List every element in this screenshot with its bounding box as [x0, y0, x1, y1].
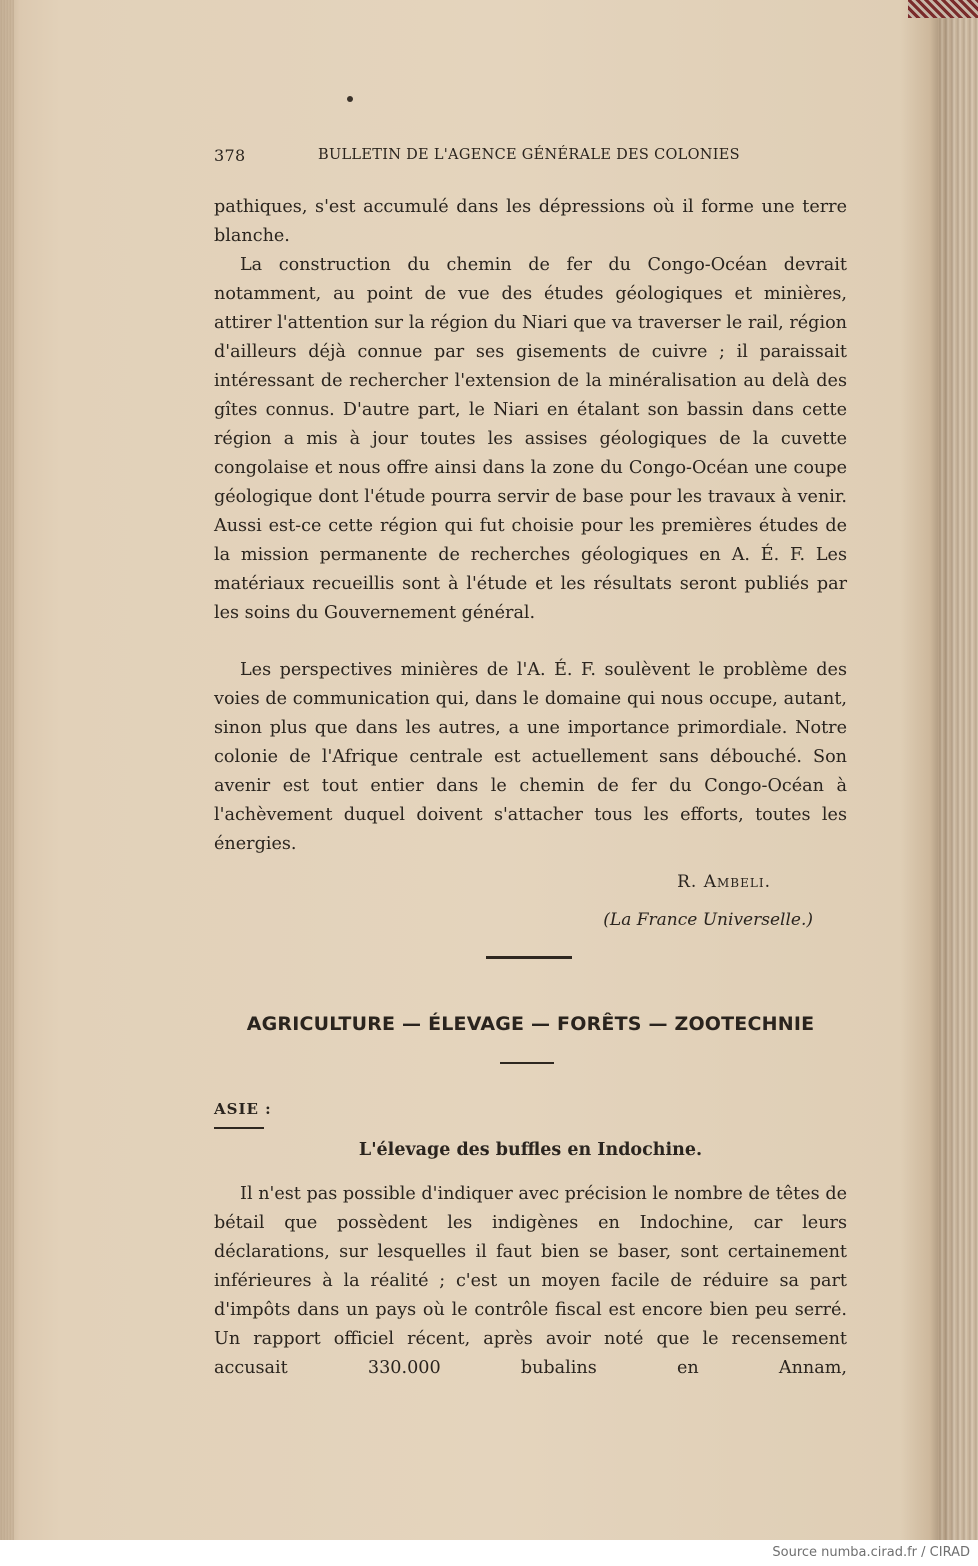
paragraph-3: Les perspectives minières de l'A. É. F. soulèvent le problème des voies de communication qui, dans le domaine qui nous occupe, autant, sinon plus que dans les autres, a une importance primordiale. Notre colonie de l'Afrique centrale est actuellement sans débouché. Son avenir est tout entier dans le chemin de fer du Congo-Océan à l'achèvement duquel doivent s'attacher tous les efforts, toutes les énergies.	[214, 660, 847, 854]
section-rule	[500, 1062, 554, 1064]
footer-source: Source numba.cirad.fr / CIRAD	[772, 1545, 970, 1560]
paragraph-2: La construction du chemin de fer du Congo-Océan devrait notamment, au point de vue des études géologiques et minières, attirer l'attention sur la région du Niari que va traverser le rail, région d'ailleurs déjà connue par ses gisements de cuivre ; il paraissait intéressant de rechercher l'extension de la minéralisation au delà des gîtes connus. D'autre part, le Niari en étalant son bassin dans cette région a mis à jour toutes les assises géologiques de la cuvette congolaise et nous offre ainsi dans la zone du Congo-Océan une coupe géologique dont l'étude pourra servir de base pour les travaux à venir. Aussi est-ce cette région qui fut choisie pour les premières études de la mission permanente de recherches géologiques en A. É. F. Les matériaux recueillis sont à l'étude et les résultats seront publiés par les soins du Gouvernement général.	[214, 255, 847, 623]
binding-corner	[908, 0, 978, 18]
signature-author: R. Ambeli.	[677, 872, 771, 892]
page-left-edge	[0, 0, 14, 1540]
running-header	[214, 146, 847, 170]
ink-dot	[347, 96, 353, 102]
region-rule	[214, 1127, 264, 1129]
page-number: 378	[214, 146, 246, 165]
page-right-edge	[938, 0, 978, 1540]
running-title: BULLETIN DE L'AGENCE GÉNÉRALE DES COLONIES	[318, 147, 740, 163]
region-label: ASIE :	[214, 1100, 272, 1118]
paragraph-1: pathiques, s'est accumulé dans les dépressions où il forme une terre blanche.	[214, 197, 847, 246]
article-paragraph: Il n'est pas possible d'indiquer avec précision le nombre de têtes de bétail que possèdent les indigènes en Indochine, car leurs déclarations, sur lesquelles il faut bien se baser, sont certainement inférieures à la réalité ; c'est un moyen facile de réduire sa part d'impôts dans un pays où le contrôle fiscal est encore bien peu serré. Un rapport officiel récent, après avoir noté que le recensement accusait 330.000 bubalins en Annam,	[214, 1184, 847, 1378]
separator-rule	[486, 956, 572, 959]
signature-source: (La France Universelle.)	[603, 910, 813, 930]
section-title: AGRICULTURE — ÉLEVAGE — FORÊTS — ZOOTECHNIE	[246, 1013, 815, 1035]
article-title: L'élevage des buffles en Indochine.	[358, 1140, 703, 1160]
